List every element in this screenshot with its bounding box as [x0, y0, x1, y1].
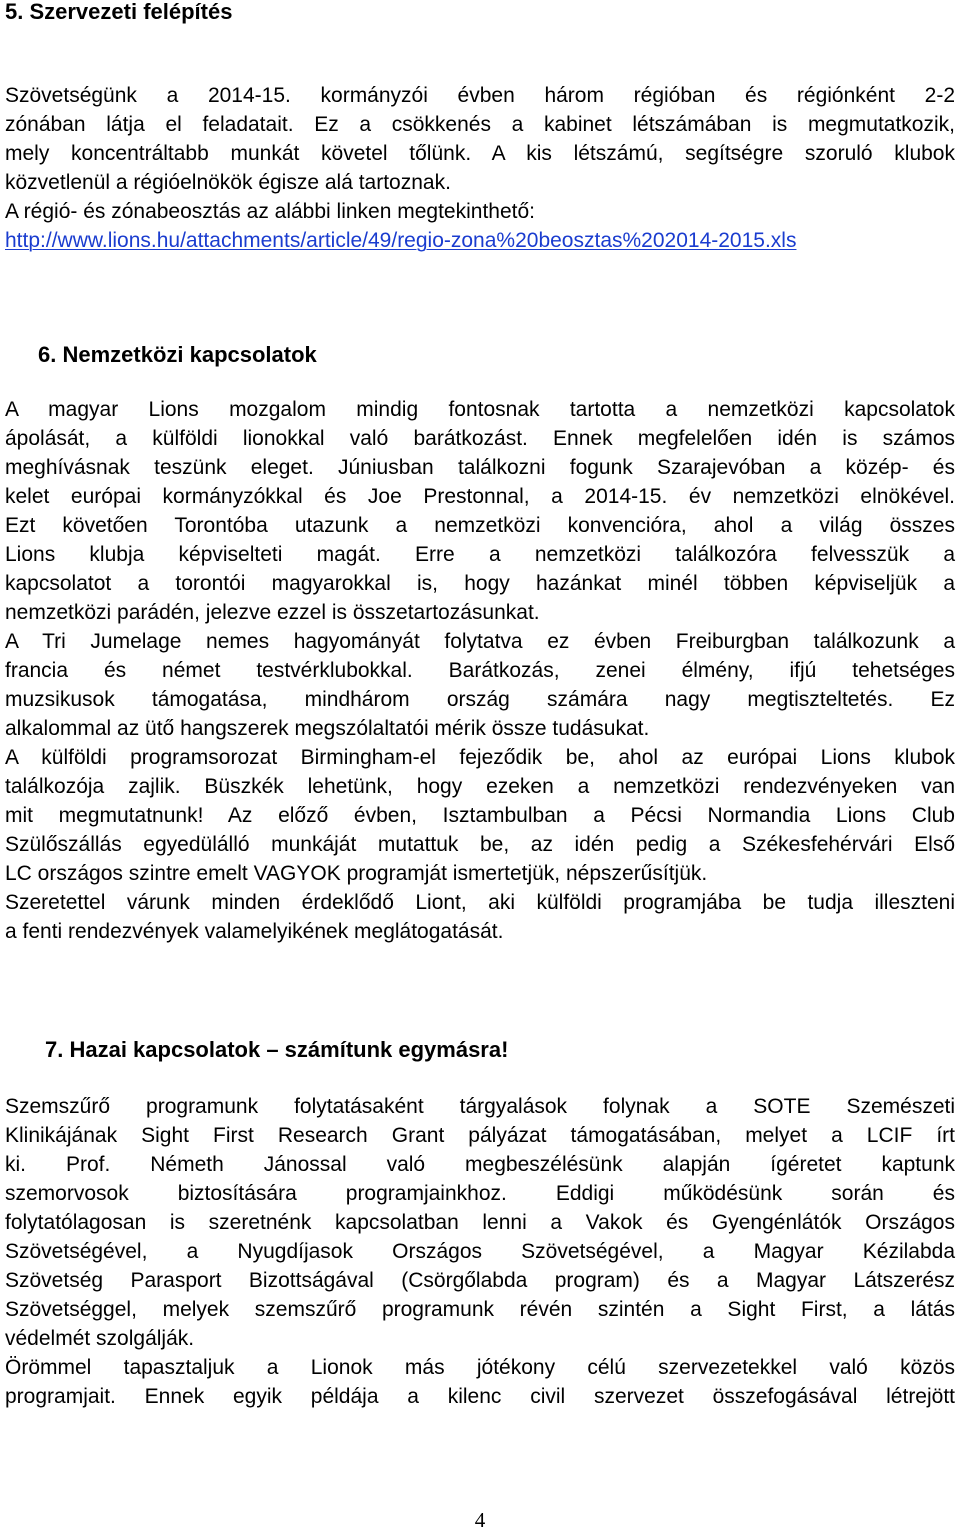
section-7-line-3: ki. Prof. Németh Jánossal való megbeszélésünk alapján ígéretet kaptunk — [5, 1153, 955, 1176]
section-6-line-10: francia és német testvérklubokkal. Barátkozás, zenei élmény, ifjú tehetséges — [5, 659, 955, 682]
section-6-line-12: alkalommal az ütő hangszerek megszólaltatói mérik össze tudásukat. — [5, 717, 650, 740]
section-6-line-14: találkozója zajlik. Büszkék lehetünk, hogy ezeken a nemzetközi rendezvényeken van — [5, 775, 955, 798]
section-6-line-8: nemzetközi parádén, jelezve ezzel is összetartozásunkat. — [5, 601, 540, 624]
page-number: 4 — [474, 1508, 486, 1532]
section-5-link-line — [5, 229, 955, 253]
section-6-line-18: Szeretettel várunk minden érdeklődő Liont, aki külföldi programjába be tudja illeszteni — [5, 891, 955, 914]
section-6-line-19: a fenti rendezvények valamelyikének meglátogatását. — [5, 920, 504, 943]
section-7-line-4: szemorvosok biztosítására programjainkhoz. Eddigi működésünk során és — [5, 1182, 955, 1205]
section-7-line-5: folytatólagosan is szeretnénk kapcsolatban lenni a Vakok és Gyengénlátók Országos — [5, 1211, 955, 1234]
section-6-heading: 6. Nemzetközi kapcsolatok — [38, 342, 317, 367]
section-6-line-9: A Tri Jumelage nemes hagyományát folytatva ez évben Freiburgban találkozunk a — [5, 630, 955, 653]
section-7-line-6: Szövetségével, a Nyugdíjasok Országos Szövetségével, a Magyar Kézilabda — [5, 1240, 955, 1263]
section-6-line-2: ápolását, a külföldi lionokkal való barátkozást. Ennek megfelelően idén is számos — [5, 427, 955, 450]
section-5-line-2: zónában látja el feladatait. Ez a csökkenés a kabinet létszámában is megmutatkozik, — [5, 113, 955, 136]
section-6-line-13: A külföldi programsorozat Birmingham-el fejeződik be, ahol az európai Lions klubok — [5, 746, 955, 769]
section-7-line-2: Klinikájának Sight First Research Grant pályázat támogatásában, melyet a LCIF írt — [5, 1124, 955, 1147]
section-5-line-1: Szövetségünk a 2014-15. kormányzói évben három régióban és régiónként 2-2 — [5, 84, 955, 107]
section-7-heading: 7. Hazai kapcsolatok – számítunk egymásra! — [45, 1037, 509, 1062]
section-6-line-17: LC országos szintre emelt VAGYOK programját ismertetjük, népszerűsítjük. — [5, 862, 708, 885]
section-6-line-16: Szülőszállás egyedülálló munkáját mutattuk be, az idén pedig a Székesfehérvári Első — [5, 833, 955, 856]
section-7-line-11: programjait. Ennek egyik példája a kilenc civil szervezet összefogásával létrejött — [5, 1385, 955, 1408]
section-7-line-10: Örömmel tapasztaljuk a Lionok más jótékony célú szervezetekkel való közös — [5, 1356, 955, 1379]
section-5-line-3: mely koncentráltabb munkát követel tőlünk. A kis létszámú, segítségre szoruló klubok — [5, 142, 955, 165]
section-6-line-3: meghívásnak teszünk eleget. Júniusban találkozni fogunk Szarajevóban a közép- és — [5, 456, 955, 479]
section-7-line-8: Szövetséggel, melyek szemszűrő programunk révén szintén a Sight First, a látás — [5, 1298, 955, 1321]
section-6-line-1: A magyar Lions mozgalom mindig fontosnak tartotta a nemzetközi kapcsolatok — [5, 398, 955, 421]
section-6-line-15: mit megmutatnunk! Az előző évben, Isztambulban a Pécsi Normandia Lions Club — [5, 804, 955, 827]
section-6-line-11: muzsikusok támogatása, mindhárom ország számára nagy megtiszteltetés. Ez — [5, 688, 955, 711]
section-7-line-7: Szövetség Parasport Bizottságával (Csörgőlabda program) és a Magyar Látszerész — [5, 1269, 955, 1292]
section-6-line-4: kelet európai kormányzókkal és Joe Prestonnal, a 2014-15. év nemzetközi elnökével. — [5, 485, 955, 508]
section-7-line-9: védelmét szolgálják. — [5, 1327, 195, 1350]
region-zone-link[interactable]: http://www.lions.hu/attachments/article/49/regio-zona%20beosztas%202014-2015.xls — [5, 229, 797, 252]
section-5-line-4: közvetlenül a régióelnökök égisze alá tartoznak. — [5, 171, 451, 194]
section-7-line-1: Szemszűrő programunk folytatásaként tárgyalások folynak a SOTE Szemészeti — [5, 1095, 955, 1118]
section-5-line-5: A régió- és zónabeosztás az alábbi linken megtekinthető: — [5, 200, 535, 223]
section-5-heading: 5. Szervezeti felépítés — [5, 0, 233, 24]
section-6-line-5: Ezt követően Torontóba utazunk a nemzetközi konvencióra, ahol a világ összes — [5, 514, 955, 537]
section-6-line-6: Lions klubja képviselteti magát. Erre a nemzetközi találkozóra felvesszük a — [5, 543, 955, 566]
section-6-line-7: kapcsolatot a torontói magyarokkal is, hogy hazánkat minél többen képviseljük a — [5, 572, 955, 595]
